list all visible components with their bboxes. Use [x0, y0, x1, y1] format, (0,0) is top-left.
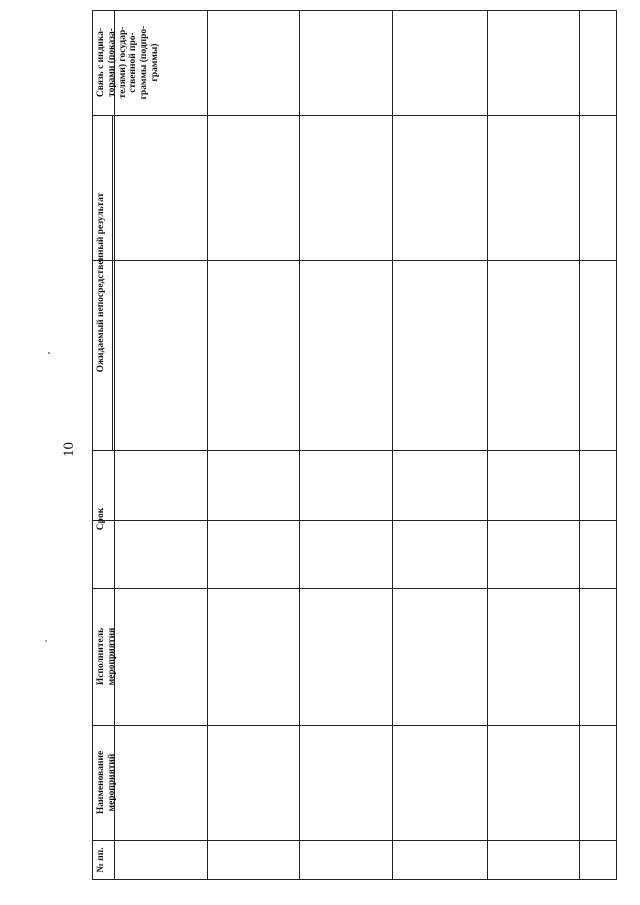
header-result-text: Ожидаемый непосредственный результат [96, 192, 106, 373]
table-gridline [92, 520, 617, 521]
table-gridline [92, 10, 93, 880]
page-number: 10 [61, 442, 77, 457]
table-gridline [112, 115, 113, 450]
header-num-text: № пп. [96, 847, 106, 873]
table-gridline [207, 10, 208, 880]
header-name-text: Наименование мероприятий [96, 750, 117, 815]
table-gridline [392, 10, 393, 880]
header-executor-text: Исполнитель мероприятия [96, 627, 117, 686]
table-gridline [579, 10, 580, 880]
table-gridline [92, 10, 617, 11]
table-gridline [92, 879, 617, 880]
measures-table [92, 10, 617, 880]
table-gridline [92, 588, 617, 589]
table-gridline [92, 450, 617, 451]
table-gridline [299, 10, 300, 880]
table-gridline [616, 10, 617, 880]
header-term-text: Срок [96, 507, 106, 531]
table-gridline [92, 725, 617, 726]
header-link-text: Связь с индика- торами (показа- телями) государ- ственной про- граммы (подпро- граммы) [96, 25, 161, 100]
table-gridline [92, 115, 617, 116]
table-gridline [487, 10, 488, 880]
table-gridline [92, 840, 617, 841]
scan-speck [48, 352, 50, 354]
table-gridline [92, 260, 617, 261]
scan-speck [45, 640, 47, 642]
